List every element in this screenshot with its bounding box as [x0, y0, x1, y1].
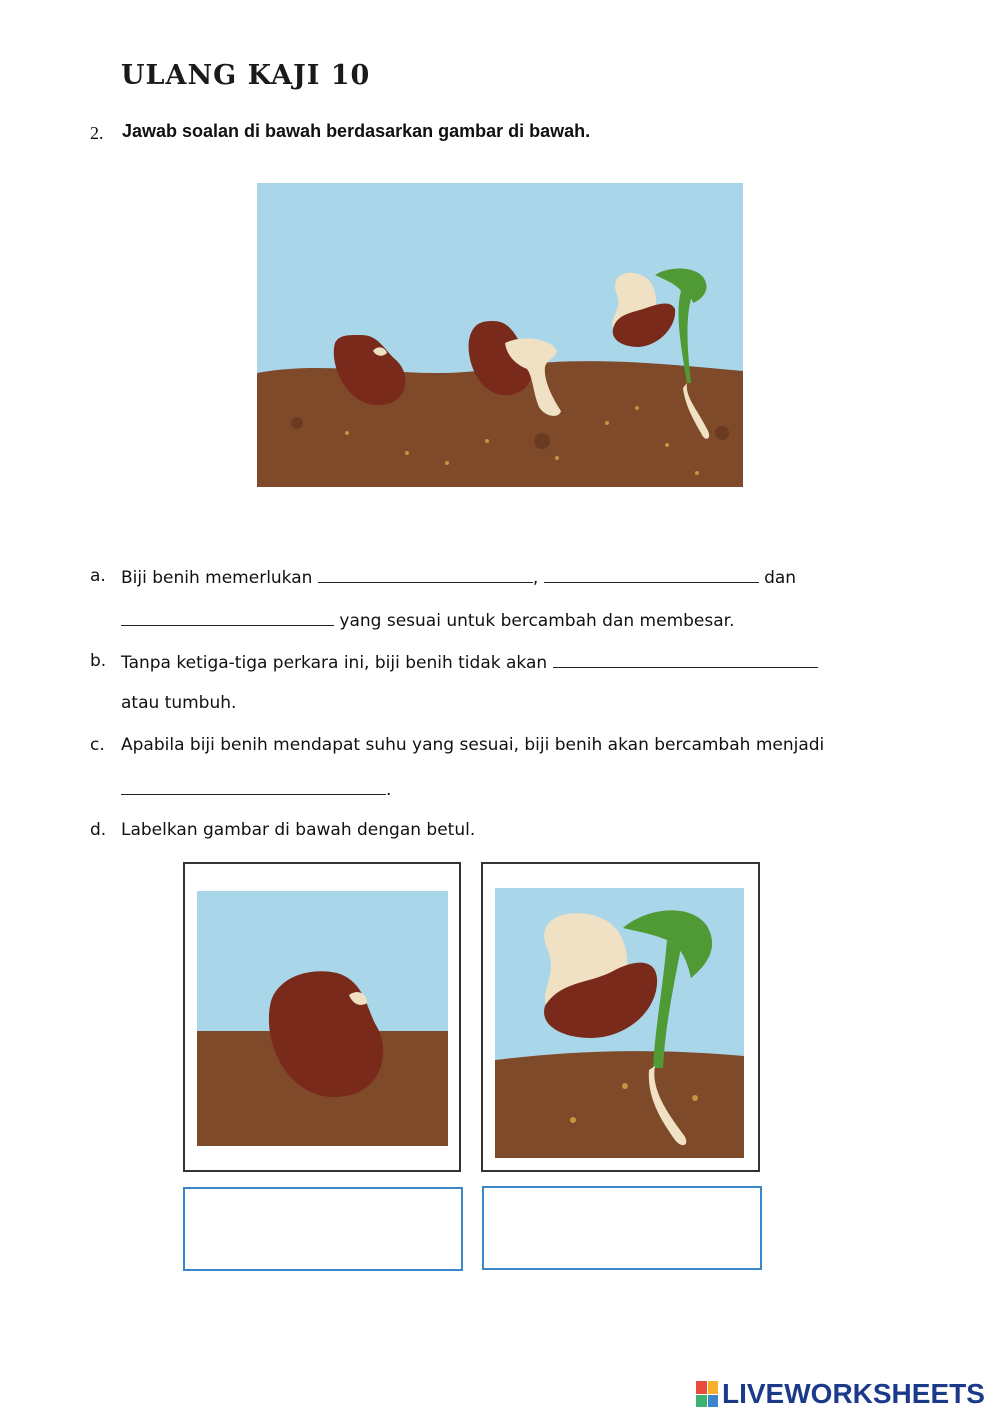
logo-text: LIVEWORKSHEETS	[722, 1378, 985, 1409]
item-b-line1	[121, 651, 818, 673]
item-a-line2	[121, 609, 734, 631]
seed-photo	[197, 891, 448, 1146]
item-b-marker: b.	[90, 651, 107, 671]
item-a-and: dan	[764, 568, 797, 588]
item-b-prefix: Tanpa ketiga-tiga perkara ini, biji benih tidak akan	[121, 653, 548, 673]
seedling-photo	[495, 888, 744, 1158]
item-c-line1: Apabila biji benih mendapat suhu yang sesuai, biji benih akan bercambah menjadi	[121, 735, 825, 755]
item-a-marker: a.	[90, 566, 106, 586]
worksheet-title: ULANG KAJI 10	[121, 60, 371, 91]
blank-a2[interactable]	[544, 566, 759, 583]
blank-a1[interactable]	[318, 566, 533, 583]
blank-c1[interactable]	[121, 778, 386, 795]
blank-b1[interactable]	[553, 651, 818, 668]
answer-box-seed[interactable]	[183, 1187, 463, 1271]
germination-stages-illustration	[257, 183, 743, 487]
question-number: 2.	[90, 123, 104, 143]
item-d-marker: d.	[90, 820, 107, 840]
logo-mark-icon	[696, 1381, 718, 1407]
item-c-marker: c.	[90, 735, 105, 755]
item-b-line2: atau tumbuh.	[121, 693, 237, 713]
item-a-prefix: Biji benih memerlukan	[121, 568, 313, 588]
question-instruction: Jawab soalan di bawah berdasarkan gambar di bawah.	[122, 121, 591, 141]
item-d-line1: Labelkan gambar di bawah dengan betul.	[121, 820, 476, 840]
liveworksheets-logo[interactable]	[696, 1377, 985, 1411]
item-c-line2	[121, 778, 391, 800]
item-a-line1	[121, 566, 796, 588]
blank-a3[interactable]	[121, 609, 334, 626]
item-a-suffix: yang sesuai untuk bercambah dan membesar.	[339, 611, 735, 631]
answer-box-seedling[interactable]	[482, 1186, 762, 1270]
item-a-comma: ,	[532, 568, 539, 588]
photo-frame-seed	[183, 862, 461, 1172]
soil	[495, 1051, 744, 1158]
photo-frame-seedling	[481, 862, 760, 1172]
item-c-period: .	[386, 780, 392, 800]
